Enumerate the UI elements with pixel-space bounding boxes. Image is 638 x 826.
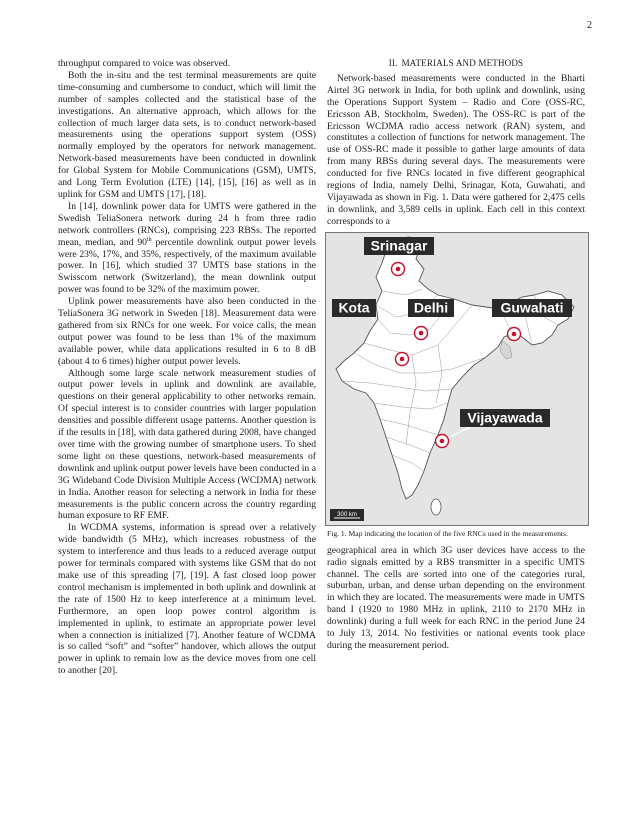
label-text: Vijayawada [467,409,543,426]
paragraph: In WCDMA systems, information is spread over a relatively wide bandwidth (5 MHz), which increases robustness of the system to interference and thus leads to a reduced average output power for terminals compared with systems like GSM that do not make use of this spreading [7], [19]. A fast closed loop power control mechanism is implemented in both uplink and downlink at the rate of 1500 Hz to keep interference at a minimum level. Furthermore, an open loop power control algorithm is implemented in uplink, to estimate an appropriate power level when a connection is initialized [7]. Another feature of WCDMA is so called “soft” and “softer” handover, which allows the output power in uplink to remain low as the device moves from one cell to another [20]. [58,522,316,677]
marker-dot [400,356,405,361]
kota-label [332,299,376,317]
sri-lanka-shape [431,499,441,515]
marker-dot [419,330,424,335]
label-text: Kota [338,299,370,316]
superscript: th [146,236,152,243]
label-text: Srinagar [370,237,428,254]
scale-text: 300 km [337,511,357,518]
paragraph: Both the in-situ and the test terminal measurements are quite time-consuming and cumbersome to conduct, which will limit the number of samples collected and the statistical base of the investigations. An alternative approach, which allows for the collection of much larger data sets, is to conduct network-based measurements using the operations support system (OSS) normally employed by the operators for network management. Network-based measurements have been conducted in downlink for Global System for Mobile Communications (GSM), UMTS, and Long Term Evolution (LTE) [14], [15], [16] as well as in uplink for GSM and UMTS [17], [18]. [58,69,316,200]
india-map-figure [325,232,589,526]
guwahati-label [492,299,572,317]
figure-caption: Fig. 1. Map indicating the location of the five RNCs used in the measurements. [327,528,568,538]
paragraph: Although some large scale network measurement studies of output power levels in uplink and downlink are available, questions on their general applicability to other networks remain. Of special interest is to consider countries with larger population densities and possible different usage patterns. Another question is if the results in [18], with data gathered during 2008, have changed over time with the growing number of smartphone users. To shed some light on these questions, network-based measurements of downlink and uplink output power levels have been conducted in a 3G Wideband Code Division Multiple Access (WCDMA) network in India. Another reason for selecting a network in India for these measurements is the public concern across the country regarding human exposure to RF EMF. [58,367,316,522]
srinagar-label [364,237,434,255]
page-number: 2 [587,20,592,31]
delhi-label [408,299,454,317]
paragraph: Uplink power measurements have also been conducted in the TeliaSonera 3G network in Sweden [18]. Measurement data were gathered from six RNCs for one week. For voice calls, the mean output power was found to be less than 1% of the maximum available power, while data applications resulted in 6 to 8 dB (about 4 to 6 times) higher output power levels. [58,296,316,367]
section-title: MATERIALS AND METHODS [401,58,524,68]
section-heading [327,58,585,70]
right-column [327,58,585,652]
section-number: II. [388,58,398,68]
vijayawada-label [460,409,550,427]
paragraph: In [14], downlink power data for UMTS were gathered in the Swedish TeliaSonera network during 24 h from three radio network controllers (RNCs), comprising 223 RBSs. The reported mean, median, and 90th percentile downlink output power levels were 23%, 17%, and 35%, respectively, of the maximum available power. In [16], which studied 37 UMTS base stations in the Swisscom network (Switzerland), the mean downlink output power was found to be 32% of the maximum power. [58,200,316,296]
left-column [58,58,316,677]
india-map [326,233,588,525]
paragraph: Network-based measurements were conducted in the Bharti Airtel 3G network in India, for both uplink and downlink, using the Operations Support System – Radio and Core (OSS-RC, Ericsson AB, Stockholm, Sweden). The OSS-RC is part of the Ericsson WCDMA radio access network (RAN) system, and constitutes a collection of functions for network management. The use of OSS-RC made it possible to gather large amounts of data from many RBSs during several days. The measurements were conducted for five RNCs located in five different geographical regions of India, namely Delhi, Srinagar, Kota, Guwahati, and Vijayawada as shown in Fig. 1. Data were gathered for 2,475 cells in downlink, and 3,589 cells in uplink. Each cell in this context corresponds to a [327,72,585,227]
marker-dot [440,438,445,443]
paragraph: throughput compared to voice was observed. [58,58,231,69]
label-text: Guwahati [500,299,564,316]
label-text: Delhi [413,299,449,316]
map-scale-bar [330,509,364,521]
marker-dot [512,331,517,336]
marker-dot [396,266,401,271]
paragraph: geographical area in which 3G user devices have access to the radio signals emitted by a RBS transmitter in a specific UMTS channel. The cells are sorted into one of the categories rural, suburban, urban, and dense urban depending on the environment in which they are located. The measurements were made in UMTS band I (1920 to 1980 MHz in uplink, 2110 to 2170 MHz in downlink) during a full week for each RNC in the period June 24 to July 13, 2014. No festivities or national events took place during the measurement period. [327,544,585,651]
